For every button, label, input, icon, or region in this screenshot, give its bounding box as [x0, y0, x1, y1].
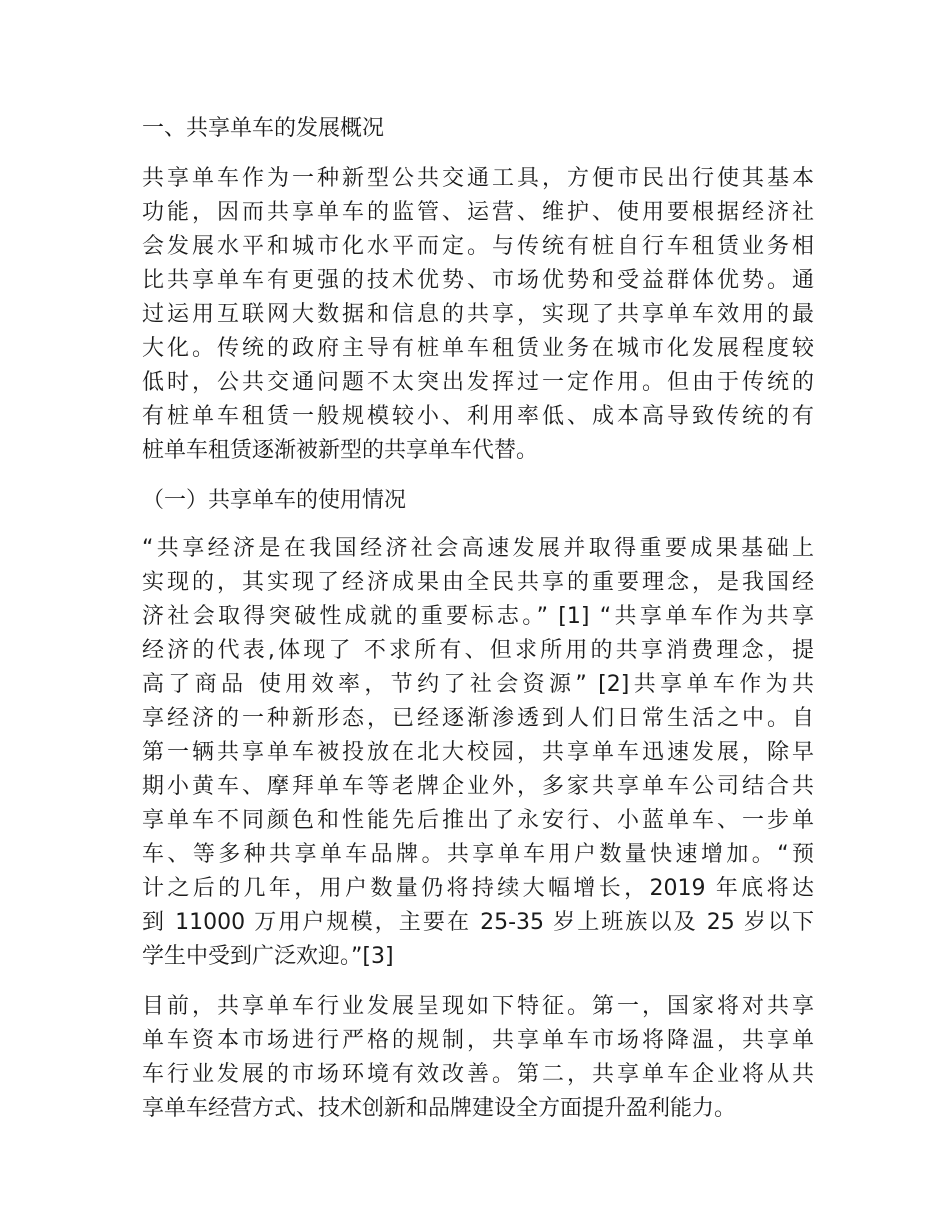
text-line: 高了商品 使用效率，节约了社会资源” [2]共享单车作为共: [142, 672, 814, 697]
text-line: 过运用互联网大数据和信息的共享，实现了共享单车效用的最: [142, 302, 814, 327]
text-line: 享单车经营方式、技术创新和品牌建设全方面提升盈利能力。: [142, 1096, 737, 1121]
subsection-title: （一）共享单车的使用情况: [142, 488, 407, 513]
text-line: 车行业发展的市场环境有效改善。第二，共享单车企业将从共: [142, 1062, 814, 1087]
paragraph-overview: [142, 162, 814, 468]
text-line: 单车资本市场进行严格的规制，共享单车市场将降温，共享单: [142, 1028, 814, 1053]
text-line: “共享经济是在我国经济社会高速发展并取得重要成果基础上: [142, 536, 814, 561]
text-line: 低时，公共交通问题不太突出发挥过一定作用。但由于传统的: [142, 370, 814, 395]
paragraph-usage: [142, 532, 814, 974]
text-line: 功能，因而共享单车的监管、运营、维护、使用要根据经济社: [142, 200, 814, 225]
text-line: 共享单车作为一种新型公共交通工具，方便市民出行使其基本: [142, 166, 814, 191]
text-line: 享单车不同颜色和性能先后推出了永安行、小蓝单车、一步单: [142, 808, 814, 833]
text-line: 目前，共享单车行业发展呈现如下特征。第一，国家将对共享: [142, 994, 814, 1019]
document-page: [142, 112, 814, 1142]
text-line: 会发展水平和城市化水平而定。与传统有桩自行车租赁业务相: [142, 234, 814, 259]
text-line: 经济的代表,体现了 不求所有、但求所用的共享消费理念，提: [142, 638, 814, 663]
text-line: 大化。传统的政府主导有桩单车租赁业务在城市化发展程度较: [142, 336, 814, 361]
text-line: 济社会取得突破性成就的重要标志。” [1] “共享单车作为共享: [142, 604, 814, 629]
text-line: 车、等多种共享单车品牌。共享单车用户数量快速增加。“预: [142, 842, 814, 867]
paragraph-features: [142, 990, 814, 1126]
text-line: 比共享单车有更强的技术优势、市场优势和受益群体优势。通: [142, 268, 814, 293]
text-line: 期小黄车、摩拜单车等老牌企业外，多家共享单车公司结合共: [142, 774, 814, 799]
text-line: 实现的，其实现了经济成果由全民共享的重要理念，是我国经: [142, 570, 814, 595]
text-line: 计之后的几年，用户数量仍将持续大幅增长，2019 年底将达: [142, 876, 814, 901]
text-line: 有桩单车租赁一般规模较小、利用率低、成本高导致传统的有: [142, 404, 814, 429]
text-line: 到 11000 万用户规模，主要在 25-35 岁上班族以及 25 岁以下: [142, 910, 814, 935]
text-line: 享经济的一种新形态，已经逐渐渗透到人们日常生活之中。自: [142, 706, 814, 731]
text-line: 桩单车租赁逐渐被新型的共享单车代替。: [142, 438, 539, 463]
text-line: 第一辆共享单车被投放在北大校园，共享单车迅速发展，除早: [142, 740, 814, 765]
section-title: 一、共享单车的发展概况: [142, 116, 385, 141]
text-line: 学生中受到广泛欢迎。”[3]: [142, 944, 394, 969]
